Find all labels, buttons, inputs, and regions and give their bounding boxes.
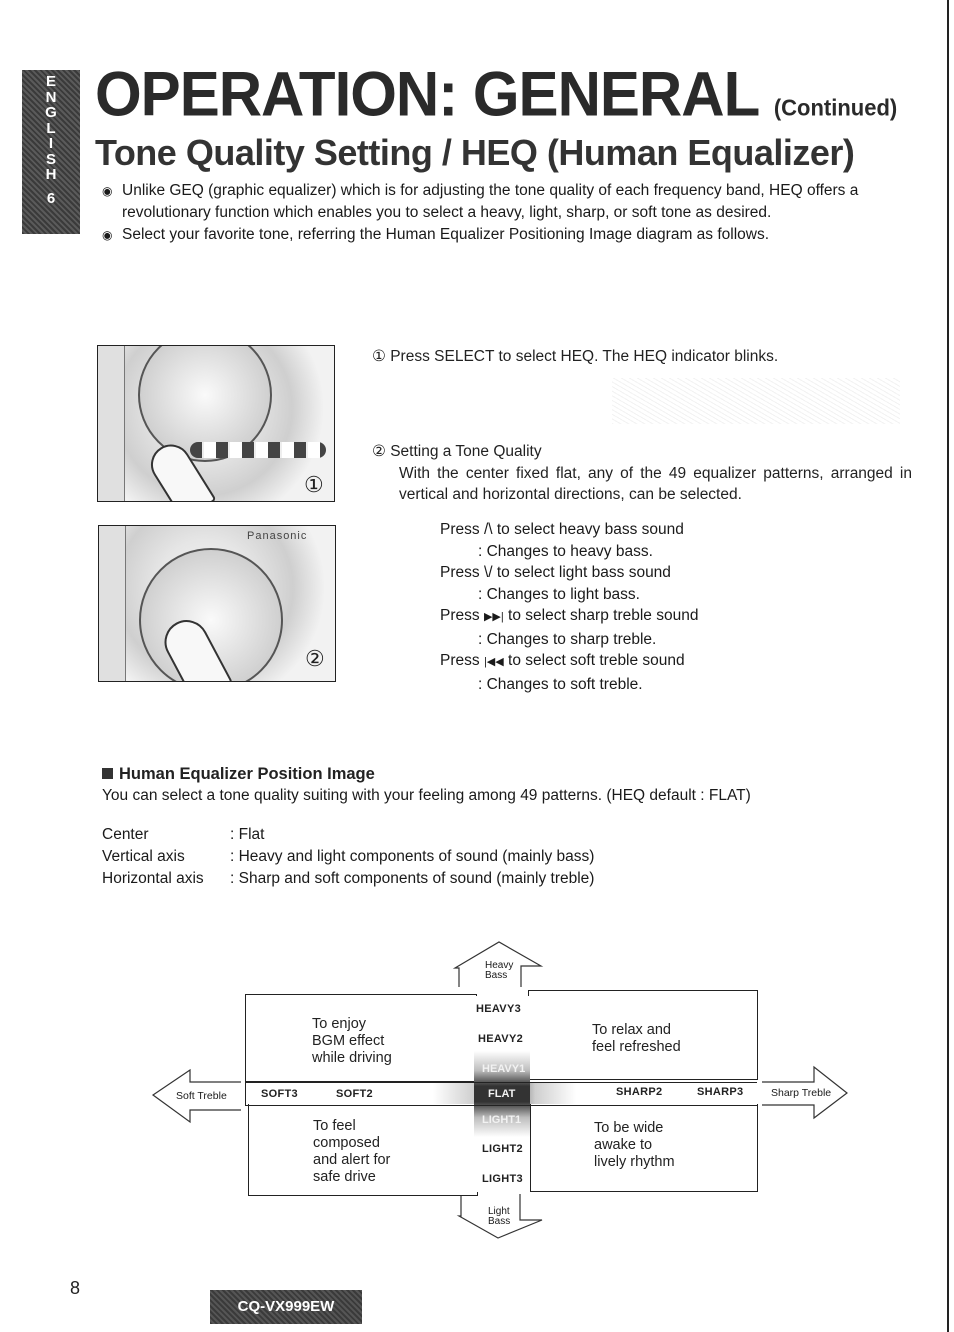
definition-text: : Sharp and soft components of sound (mainly treble) — [230, 870, 595, 887]
section-description: You can select a tone quality suiting with your feeling among 49 patterns. (HEQ default : FLAT) — [102, 787, 751, 804]
level-label-flat: FLAT — [488, 1088, 516, 1100]
intro-bullet-text: Select your favorite tone, referring the Human Equalizer Positioning Image diagram as follows. — [122, 226, 770, 243]
level-label-sharp3: SHARP3 — [697, 1086, 744, 1098]
press-result: : Changes to heavy bass. — [478, 542, 653, 560]
definition-term: Vertical axis — [102, 848, 185, 865]
press-result: : Changes to light bass. — [478, 585, 640, 603]
press-word: Press — [440, 652, 480, 669]
next-track-icon: ▶▶| — [483, 611, 504, 623]
device-photo-1 — [97, 345, 335, 502]
press-item — [440, 562, 820, 584]
step-marker: ② — [305, 646, 325, 671]
side-tab-letter: L — [46, 119, 56, 137]
level-label-heavy1: HEAVY1 — [482, 1063, 526, 1075]
prev-track-icon: |◀◀ — [483, 656, 504, 668]
press-action: to select light bass sound — [496, 564, 671, 581]
axis-definitions — [102, 824, 594, 890]
quadrant-text-bottom-left: To feel composed and alert for safe drive — [313, 1118, 391, 1185]
definition-text: : Heavy and light components of sound (mainly bass) — [230, 848, 595, 865]
definition-row — [102, 868, 594, 890]
section-subtitle: Tone Quality Setting / HEQ (Human Equalizer) — [95, 132, 855, 173]
step-title: Setting a Tone Quality — [390, 443, 542, 460]
press-result: : Changes to sharp treble. — [478, 630, 657, 648]
definition-term: Horizontal axis — [102, 870, 204, 887]
page-number: 8 — [70, 1278, 81, 1298]
section-heading — [102, 765, 375, 784]
down-key-icon: \/ — [483, 564, 493, 581]
side-tab-number: 6 — [46, 189, 56, 207]
heavy-bass-label: Heavy Bass — [485, 960, 514, 981]
level-label-light1: LIGHT1 — [482, 1114, 522, 1126]
quadrant-text-top-right: To relax and feel refreshed — [592, 1022, 681, 1055]
side-tab-letter: I — [48, 135, 54, 152]
intro-bullet — [100, 180, 910, 224]
device-edge — [98, 346, 125, 501]
sharp-treble-label: Sharp Treble — [771, 1087, 832, 1099]
press-action: to select sharp treble sound — [508, 607, 699, 624]
side-tab-letter: S — [45, 150, 56, 168]
definition-term: Center — [102, 826, 149, 843]
level-label-heavy2: HEAVY2 — [478, 1033, 523, 1045]
press-item — [440, 605, 820, 629]
continued-label: (Continued) — [773, 94, 898, 121]
bullet-icon: ◉ — [102, 184, 113, 198]
intro-bullet-text: Unlike GEQ (graphic equalizer) which is for adjusting the tone quality of each frequency band, HEQ offers a revolutionary function which enables you to select a heavy, light, sharp, or soft tone as desired. — [122, 182, 859, 221]
language-side-tab — [22, 70, 80, 234]
step-text: With the center fixed flat, any of the 49 equalizer patterns, arranged in vertical and horizontal directions, can be selected. — [399, 464, 912, 503]
press-word: Press — [440, 521, 480, 538]
page-title-text: OPERATION: GENERAL — [95, 59, 759, 130]
level-label-light3: LIGHT3 — [482, 1173, 523, 1185]
press-list — [440, 519, 820, 695]
square-bullet-icon — [102, 768, 113, 779]
side-tab-letter: G — [45, 104, 57, 121]
press-item — [440, 519, 820, 541]
press-action: to select heavy bass sound — [496, 521, 684, 538]
definition-row — [102, 846, 594, 868]
press-action: to select soft treble sound — [508, 652, 685, 669]
step-number: ① — [372, 348, 386, 365]
level-label-soft2: SOFT2 — [336, 1088, 373, 1100]
intro-bullet — [100, 224, 910, 246]
bullet-icon: ◉ — [102, 228, 113, 242]
right-margin-rule — [947, 0, 949, 1332]
side-tab-letter: N — [45, 88, 57, 106]
step-marker: ① — [304, 472, 324, 497]
side-tab-letter: E — [45, 73, 56, 90]
scan-noise — [612, 378, 900, 424]
intro-bullet-list — [100, 180, 910, 246]
level-label-heavy3: HEAVY3 — [476, 1003, 521, 1015]
device-photo-2 — [98, 525, 336, 682]
press-item — [440, 650, 820, 674]
side-tab-letter: H — [45, 166, 57, 183]
preset-buttons-image — [190, 442, 326, 458]
section-heading-text: Human Equalizer Position Image — [119, 765, 375, 783]
definition-text: : Flat — [230, 826, 265, 843]
light-bass-label: Light Bass — [488, 1206, 511, 1227]
press-word: Press — [440, 564, 480, 581]
press-result: : Changes to soft treble. — [478, 675, 643, 693]
step-2 — [372, 441, 912, 506]
soft-treble-label: Soft Treble — [176, 1090, 227, 1102]
brand-logo: Panasonic — [247, 530, 308, 542]
level-label-sharp2: SHARP2 — [616, 1086, 663, 1098]
level-label-soft3: SOFT3 — [261, 1088, 298, 1100]
device-edge — [99, 526, 126, 681]
level-label-light2: LIGHT2 — [482, 1143, 523, 1155]
definition-row — [102, 824, 594, 846]
press-word: Press — [440, 607, 480, 624]
up-key-icon: /\ — [483, 521, 493, 538]
quadrant-text-bottom-right: To be wide awake to lively rhythm — [594, 1120, 675, 1170]
step-text: Press SELECT to select HEQ. The HEQ indicator blinks. — [390, 348, 779, 365]
quadrant-text-top-left: To enjoy BGM effect while driving — [312, 1016, 392, 1066]
page-title — [95, 58, 897, 130]
model-badge: CQ-VX999EW — [210, 1290, 362, 1324]
step-number: ② — [372, 443, 386, 460]
step-1 — [372, 346, 912, 368]
